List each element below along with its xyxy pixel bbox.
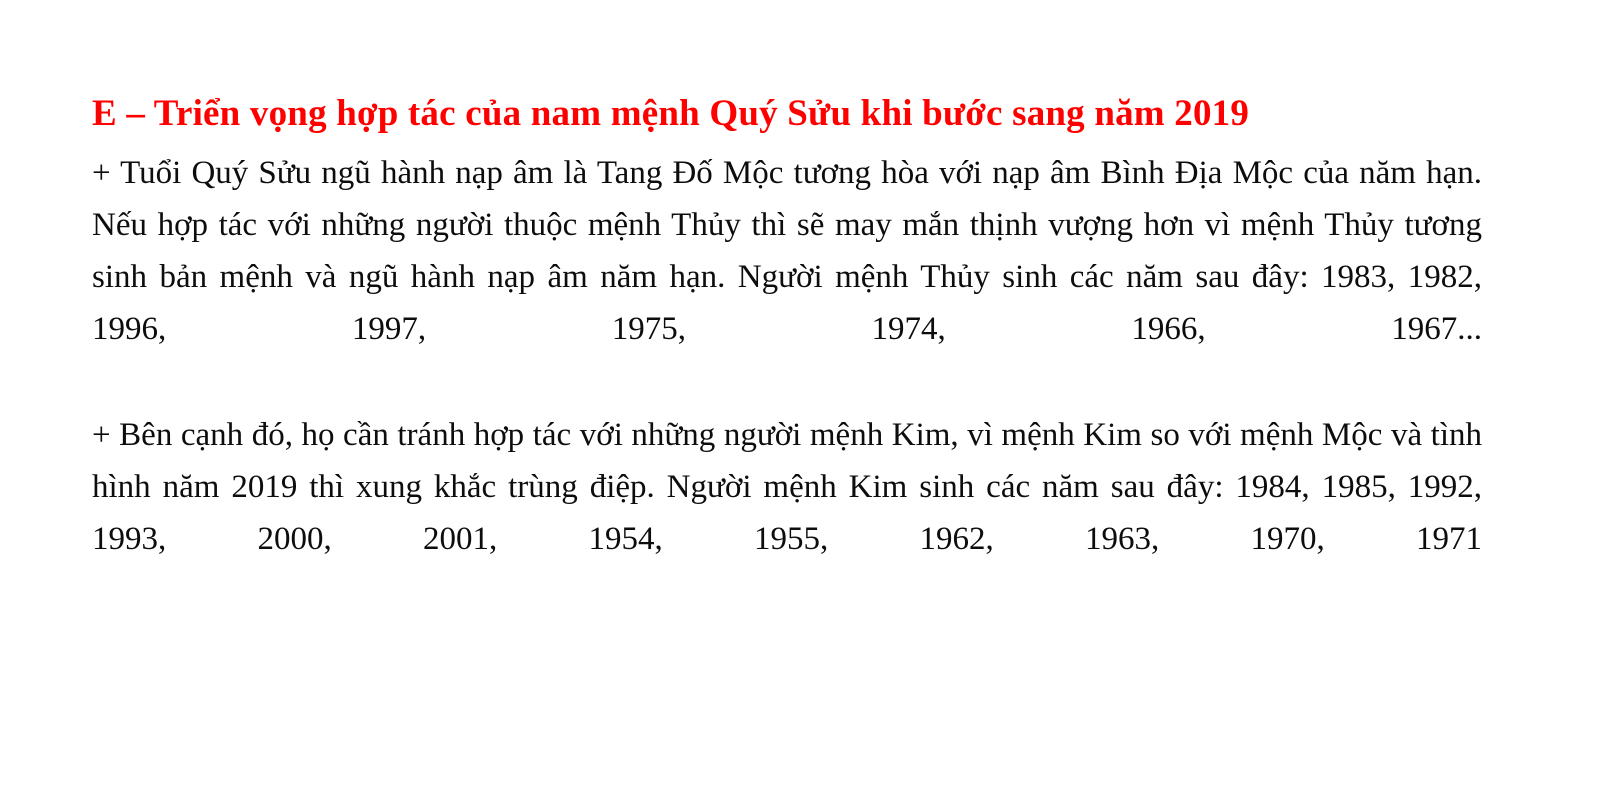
paragraph-incompatible-elements: + Bên cạnh đó, họ cần tránh hợp tác với những người mệnh Kim, vì mệnh Kim so với mệnh Mộc và tình hình năm 2019 thì xung khắc trùng điệp. Người mệnh Kim sinh các năm sau đây: 1984, 1985, 1992, 1993, 2000, 2001, 1954, 1955, 1962, 1963, 1970, 1971 bbox=[92, 417, 1482, 558]
section-heading: E – Triển vọng hợp tác của nam mệnh Quý Sửu khi bước sang năm 2019 bbox=[92, 93, 1250, 134]
paragraph-compatible-elements: + Tuổi Quý Sửu ngũ hành nạp âm là Tang Đố Mộc tương hòa với nạp âm Bình Địa Mộc của năm hạn. Nếu hợp tác với những người thuộc mệnh Thủy thì sẽ may mắn thịnh vượng hơn vì mệnh Thủy tương sinh bản mệnh và ngũ hành nạp âm năm hạn. Người mệnh Thủy sinh các năm sau đây: 1983, 1982, 1996, 1997, 1975, 1974, 1966, 1967... bbox=[92, 154, 1482, 347]
